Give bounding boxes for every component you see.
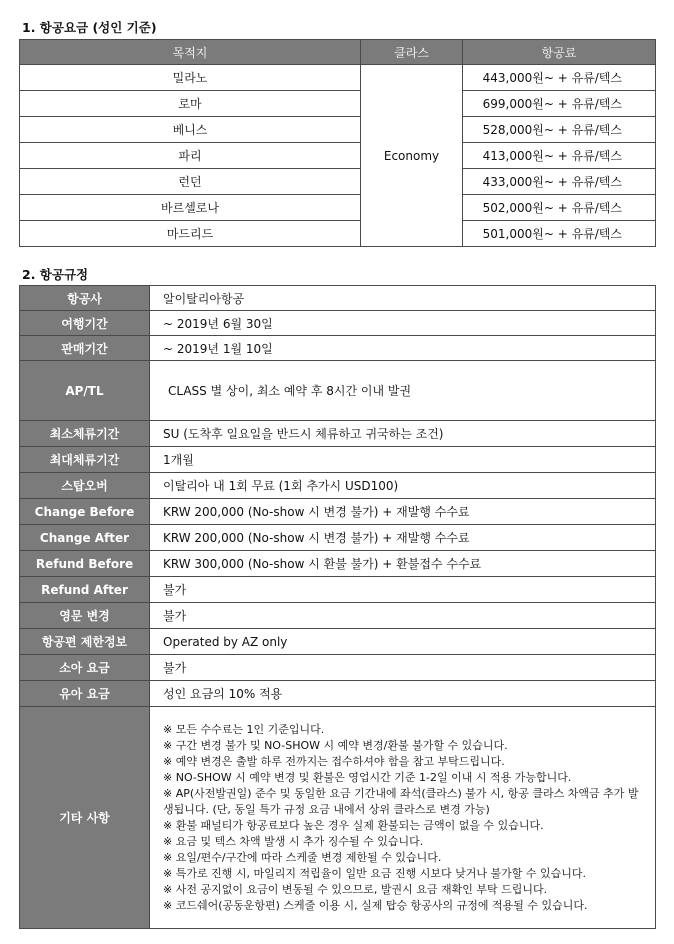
rule-row (20, 551, 656, 577)
fare-cell: 699,000원~ + 유류/텍스 (463, 91, 656, 117)
rule-row (20, 525, 656, 551)
notes-row (20, 707, 656, 929)
rule-value: Operated by AZ only (150, 629, 656, 655)
rule-value: 알이탈리아항공 (150, 286, 656, 311)
rule-row (20, 361, 656, 421)
destination-cell: 마드리드 (20, 221, 361, 247)
rule-value: 1개월 (150, 447, 656, 473)
note-item: ※ 특가로 진행 시, 마일리지 적립율이 일반 요금 진행 시보다 낮거나 불가할 수 있습니다. (163, 866, 586, 880)
notes-cell (150, 707, 656, 929)
rule-value: KRW 200,000 (No-show 시 변경 불가) + 재발행 수수료 (150, 525, 656, 551)
fare-section-title: 1. 항공요금 (성인 기준) (22, 20, 157, 35)
fare-cell: 413,000원~ + 유류/텍스 (463, 143, 656, 169)
rule-value: 불가 (150, 655, 656, 681)
rule-value: KRW 300,000 (No-show 시 환불 불가) + 환불접수 수수료 (150, 551, 656, 577)
fare-header: 항공료 (463, 40, 656, 65)
rule-value: 불가 (150, 577, 656, 603)
fare-table-row (20, 195, 656, 221)
rule-value: ~ 2019년 6월 30일 (150, 311, 656, 336)
rule-row (20, 447, 656, 473)
fare-table-header (20, 40, 656, 65)
rule-label: 소아 요금 (20, 655, 150, 681)
destination-cell: 런던 (20, 169, 361, 195)
fare-cell: 443,000원~ + 유류/텍스 (463, 65, 656, 91)
fare-table-row (20, 221, 656, 247)
rule-label: 항공사 (20, 286, 150, 311)
destination-cell: 파리 (20, 143, 361, 169)
rule-label: Change After (20, 525, 150, 551)
destination-header: 목적지 (20, 40, 361, 65)
note-item: ※ 모든 수수료는 1인 기준입니다. (163, 722, 325, 736)
rule-label: 스탑오버 (20, 473, 150, 499)
fare-cell: 501,000원~ + 유류/텍스 (463, 221, 656, 247)
rule-value: 불가 (150, 603, 656, 629)
rule-value: KRW 200,000 (No-show 시 변경 불가) + 재발행 수수료 (150, 499, 656, 525)
notes-list (163, 722, 655, 914)
rule-label: 항공편 제한정보 (20, 629, 150, 655)
note-item: ※ 사전 공지없이 요금이 변동될 수 있으므로, 발권시 요금 재확인 부탁 드립니다. (163, 882, 548, 896)
notes-label: 기타 사항 (20, 707, 150, 929)
note-item: ※ NO-SHOW 시 예약 변경 및 환불은 영업시간 기준 1-2일 이내 시 적용 가능합니다. (163, 770, 572, 784)
rule-row (20, 286, 656, 311)
rule-value: 이탈리아 내 1회 무료 (1회 추가시 USD100) (150, 473, 656, 499)
fare-table-row (20, 169, 656, 195)
rule-row (20, 473, 656, 499)
destination-cell: 밀라노 (20, 65, 361, 91)
rule-row (20, 421, 656, 447)
fare-table-row (20, 91, 656, 117)
fare-cell: 433,000원~ + 유류/텍스 (463, 169, 656, 195)
note-item: ※ 요일/편수/구간에 따라 스케줄 변경 제한될 수 있습니다. (163, 850, 442, 864)
rule-row (20, 499, 656, 525)
rule-label: 최소체류기간 (20, 421, 150, 447)
rule-label: 여행기간 (20, 311, 150, 336)
class-cell: Economy (361, 65, 463, 247)
fare-cell: 528,000원~ + 유류/텍스 (463, 117, 656, 143)
rule-row (20, 577, 656, 603)
fare-table-row (20, 65, 656, 91)
note-item: ※ AP(사전발권일) 준수 및 동일한 요금 기간내에 좌석(클라스) 불가 시, 항공 클라스 차액금 추가 발생됩니다. (단, 동일 특가 규정 요금 내에서 상위 클라스로 변경 가능) (163, 786, 639, 816)
rule-row (20, 655, 656, 681)
rule-value: CLASS 별 상이, 최소 예약 후 8시간 이내 발권 (150, 361, 656, 421)
fare-table-row (20, 143, 656, 169)
fare-cell: 502,000원~ + 유류/텍스 (463, 195, 656, 221)
rule-row (20, 311, 656, 336)
rule-row (20, 336, 656, 361)
rule-label: 판매기간 (20, 336, 150, 361)
note-item: ※ 구간 변경 불가 및 NO-SHOW 시 예약 변경/환불 불가할 수 있습니다. (163, 738, 508, 752)
rule-label: Refund After (20, 577, 150, 603)
rule-label: 유아 요금 (20, 681, 150, 707)
rule-row (20, 629, 656, 655)
fare-table (19, 39, 656, 247)
note-item: ※ 요금 및 텍스 차액 발생 시 추가 징수될 수 있습니다. (163, 834, 424, 848)
rule-label: Change Before (20, 499, 150, 525)
rule-label: 최대체류기간 (20, 447, 150, 473)
rule-label: Refund Before (20, 551, 150, 577)
rule-label: 영문 변경 (20, 603, 150, 629)
rules-table (19, 285, 656, 929)
rule-value: ~ 2019년 1월 10일 (150, 336, 656, 361)
rule-value: 성인 요금의 10% 적용 (150, 681, 656, 707)
rules-section-title: 2. 항공규정 (22, 267, 89, 282)
note-item: ※ 환불 패널티가 항공료보다 높은 경우 실제 환불되는 금액이 없을 수 있습니다. (163, 818, 544, 832)
rule-label: AP/TL (20, 361, 150, 421)
note-item: ※ 코드쉐어(공동운항편) 스케줄 이용 시, 실제 탑승 항공사의 규정에 적용될 수 있습니다. (163, 898, 588, 912)
destination-cell: 베니스 (20, 117, 361, 143)
destination-cell: 바르셀로나 (20, 195, 361, 221)
fare-table-row (20, 117, 656, 143)
rule-row (20, 681, 656, 707)
rule-row (20, 603, 656, 629)
class-header: 클라스 (361, 40, 463, 65)
note-item: ※ 예약 변경은 출발 하루 전까지는 접수하셔야 함을 참고 부탁드립니다. (163, 754, 505, 768)
destination-cell: 로마 (20, 91, 361, 117)
rule-value: SU (도착후 일요일을 반드시 체류하고 귀국하는 조건) (150, 421, 656, 447)
